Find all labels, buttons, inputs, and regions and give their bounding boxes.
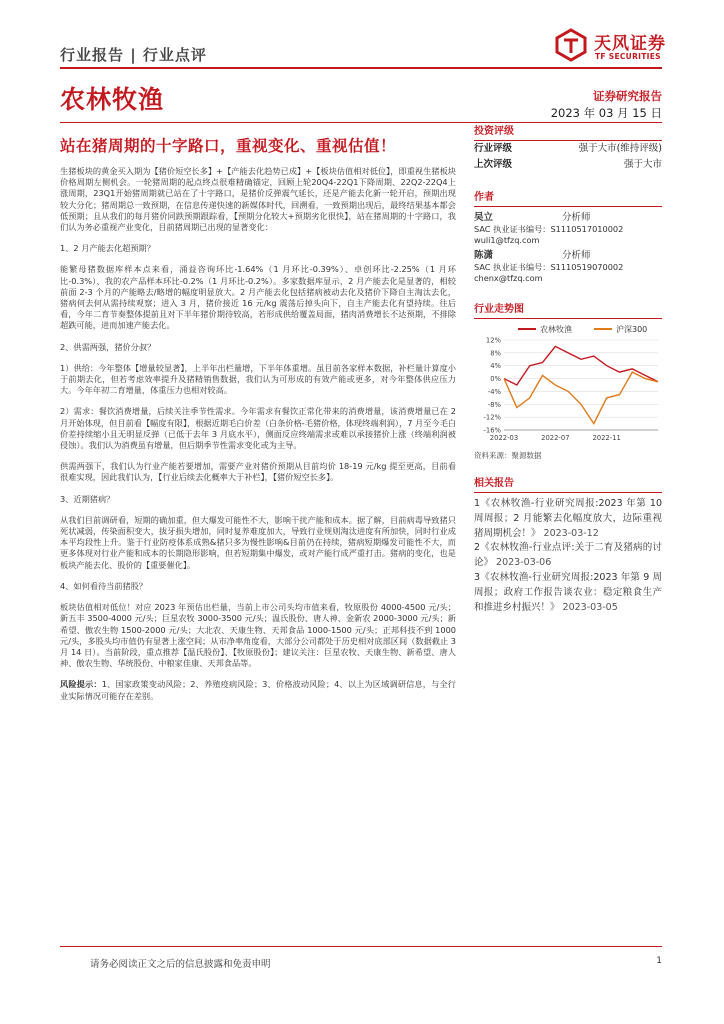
main-body <box>60 166 456 702</box>
y-tick-label: 0% <box>490 375 501 384</box>
related-report-title[interactable]: 1《农林牧渔-行业研究周报:2023 年第 10 周周报；2 月能繁去化幅度放大，边际重视猪周期机会！》 <box>474 498 662 539</box>
analyst-card <box>474 211 662 245</box>
legend-label: 农林牧渔 <box>540 325 572 334</box>
risk-text: 1、国家政策变动风险；2、养殖疫病风险；3、价格波动风险；4、以上为区域调研信息，与全行业实际情况可能存在差别。 <box>60 679 456 701</box>
series-line <box>504 372 658 424</box>
y-tick-label: 4% <box>490 362 501 371</box>
related-report-date: 2023-03-05 <box>562 601 618 613</box>
rating-key: 上次评级 <box>474 158 513 170</box>
analyst-cert: SAC 执业证书编号：S1110517010002 <box>474 224 624 234</box>
analyst-email[interactable]: wuli1@tfzq.com <box>474 234 540 245</box>
risk-paragraph <box>60 679 456 701</box>
section-1-paragraph: 能繁母猪数据库样本点来看，涌益咨询环比-1.64%（1 月环比-0.39%）、卓创环比-2.25%（1 月环比-0.3%）、我的农产品样本环比-0.2%（1 月环比-0.2%）。多家数据库显示，2 月产能去化是显著的，相较前面 2-3 个月的产能略去/略增的幅度明显放大。2 月产能去化包括猪病被动去化及猪价下降自主淘汰去化，猪病何去何从需持续观察；进入 3 月，猪价接近 16 元/kg 震荡后掉头向下，自主产能去化有望持续。往后看，今年二育节奏整体提前且对下半年猪价期待较高，若形成供给覆盖局面，猪肉消费增长不达预期，不排除超跌可能，进而加速产能去化。 <box>60 264 456 331</box>
trend-heading: 行业走势图 <box>474 300 662 319</box>
authors-heading: 作者 <box>474 188 662 207</box>
section-4-paragraph: 板块估值相对低位！对应 2023 年预估出栏量，当前上市公司头均市值来看，牧原股份 4000-4500 元/头；新五丰 3500-4000 元/头；巨星农牧 3000-3500 元/头；温氏股份、唐人神、金新农 2000-3000 元/头；新希望、傲农生物 1500-2000 元/头；大北农、天康生物、天邦食品 1000-1500 元/头；正邦科技不到 1000 元/头，多股头均市值仍有显著上涨空间；从市净率角度看，大部分公司都处于历史相对底部区间（数据截止 3 月 14 日）。当前阶段，重点推荐【温氏股份】、【牧原股份】；建议关注：巨星农牧、天康生物、新希望、唐人神、傲农生物、华统股份、中粮家佳康、天邦食品等。 <box>60 602 456 669</box>
analyst-email[interactable]: chenx@tfzq.com <box>474 272 543 283</box>
related-report[interactable] <box>474 571 662 615</box>
rating-row <box>474 141 662 157</box>
page-number: 1 <box>656 956 662 966</box>
y-tick-label: 12% <box>485 336 501 345</box>
section-2-conclusion: 供需两强下，我们认为行业产能若要增加，需要产业对猪价预期从目前均价 18-19 元/kg 提至更高，目前看很难实现，因此我们认为，【行业后续去化概率大于补栏】，【猪价短空长多】。 <box>60 461 456 483</box>
rating-heading: 投资评级 <box>474 122 662 141</box>
trend-chart <box>474 318 662 458</box>
report-headline: 站在猪周期的十字路口，重视变化、重视估值！ <box>60 137 397 155</box>
risk-title: 风险提示： <box>60 679 102 690</box>
y-tick-label: -8% <box>487 400 501 409</box>
trend-panel <box>474 300 662 319</box>
section-2-demand-paragraph: 2）需求：餐饮消费增量，后续关注季节性需求。今年需求有餐饮正常化带来的消费增量，该消费增量已在 2 月开始体现，但目前看【幅度有限】，根据近期毛白价差（白条价格-毛猪价格，体现终端利润），7 月至今毛白价差持续缩小且无明显反弹（已低于去年 3 月底水平），侧面反应终端需求或难以承接猪价上涨（终端利润被侵蚀）。我们认为消费虽有增量，但后期季节性需求变化或为主导。 <box>60 406 456 451</box>
industry-title: 农林牧渔 <box>60 85 165 114</box>
logo-subtitle: TF SECURITIES <box>595 52 661 61</box>
report-date: 2023 年 03 月 15 日 <box>550 106 662 120</box>
section-3-paragraph: 从我们目前调研看，短期的确加重，但大爆发可能性不大，影响干扰产能和成本。据了解，目前病毒导致猪只死状减弱，传染面积变大，拔牙损失增加，同时复养难度加大，导致行业规则淘汰进度有所加快，同时行业成本平均段性上升。鉴于行业防疫体系成熟&猪只多为慢性影响&目前仍在持续，猪病短期爆发可能性不大，而更多体现对行业产能和成本的长期隐形影响，但若短期集中爆发，或对产能行成严重打击。猪病的变化，也是板块产能去化、股价的【重要催化】。 <box>60 514 456 570</box>
document-type: 行业报告 | 行业点评 <box>60 46 207 64</box>
analyst-card <box>474 249 662 283</box>
x-tick-label: 2022-07 <box>541 434 570 442</box>
related-heading: 相关报告 <box>474 474 662 493</box>
section-1-title: 1、2 月产能去化超预期？ <box>60 243 155 254</box>
logo-name: 天风证券 <box>594 34 666 54</box>
related-report[interactable] <box>474 497 662 541</box>
analyst-cert: SAC 执业证书编号：S1110519070002 <box>474 262 624 272</box>
y-tick-label: -12% <box>483 413 501 422</box>
legend-label: 沪深300 <box>616 325 648 334</box>
y-tick-label: -16% <box>483 426 501 435</box>
rating-row <box>474 157 662 173</box>
intro-paragraph: 生猪板块的黄金买入期为【猪价短空长多】+【产能去化趋势已成】+【板块估值相对低位】，即重视生猪板块价格周期左侧机会。一轮猪周期的起点终点很难精确锚定，回顾上轮20Q4-22Q1下降周期、22Q2-22Q4上涨周期，23Q1开始猪周期就已站在了十字路口，是猪价反弹震气延长，还是产能去化新一轮开启，预期出现较大分化；猪周期总一致预期，在信息传递快速的新媒体时代，回溯看，一致预期出现后，最终结果基本都会低预期；且从我们的每月猪价同跌预期跟踪看，【预期分化较大+预期劣化很快】，站在猪周期的十字路口，我们认为务必重视产业变化，目前猪周期已出现的显著变化： <box>60 166 456 233</box>
related-report-title[interactable]: 2《农林牧渔-行业点评:关于二育及猪病的讨论》 <box>474 542 662 569</box>
related-report-title[interactable]: 3《农林牧渔-行业研究周报:2023 年第 9 周周报；政府工作报告谈农业：稳定粮食生产和推进乡村振兴！》 <box>474 571 662 613</box>
rating-value: 强于大市(维持评级) <box>578 143 662 154</box>
rating-value: 强于大市 <box>623 158 662 170</box>
analyst-role: 分析师 <box>562 212 591 223</box>
section-2-title: 2、供需两强，猪价分叔？ <box>60 341 156 352</box>
related-report[interactable] <box>474 541 662 571</box>
related-report-date: 2023-03-06 <box>496 557 552 569</box>
footer-rule <box>60 946 662 947</box>
trend-chart-svg <box>474 318 662 448</box>
rating-panel <box>474 122 662 172</box>
footer-disclaimer[interactable]: 请务必阅读正文之后的信息披露和免责申明 <box>90 959 271 970</box>
x-tick-label: 2022-03 <box>489 434 519 442</box>
brand-logo <box>554 26 666 66</box>
related-panel <box>474 474 662 615</box>
report-label: 证券研究报告 <box>593 89 662 103</box>
rating-key: 行业评级 <box>474 143 513 154</box>
analyst-name: 陈潇 <box>474 250 494 261</box>
analyst-name: 吴立 <box>474 212 494 223</box>
y-tick-label: 8% <box>490 349 501 358</box>
chart-source: 资料来源：聚源数据 <box>474 451 542 460</box>
related-report-date: 2023-03-12 <box>543 527 599 539</box>
section-4-title: 4、如何看待当前猪股？ <box>60 580 148 591</box>
tf-logo-icon <box>554 28 588 62</box>
authors-panel <box>474 188 662 283</box>
y-tick-label: -4% <box>487 387 501 396</box>
section-3-title: 3、近期猪病？ <box>60 493 115 504</box>
x-tick-label: 2022-11 <box>592 434 621 442</box>
header-rule <box>60 67 662 69</box>
analyst-role: 分析师 <box>562 250 591 261</box>
section-2-supply-paragraph: 1）供给：今年整体【增量较显著】，上半年出栏量增，下半年体重增。虽目前各家样本数据，补栏量计算度小于前期去化，但若考虑效率提升及猪精销售数据，我们认为可形成的有效产能或更多，对今年整体供应压力大。今年年初二育增量，体重压力也相对较高。 <box>60 362 456 396</box>
